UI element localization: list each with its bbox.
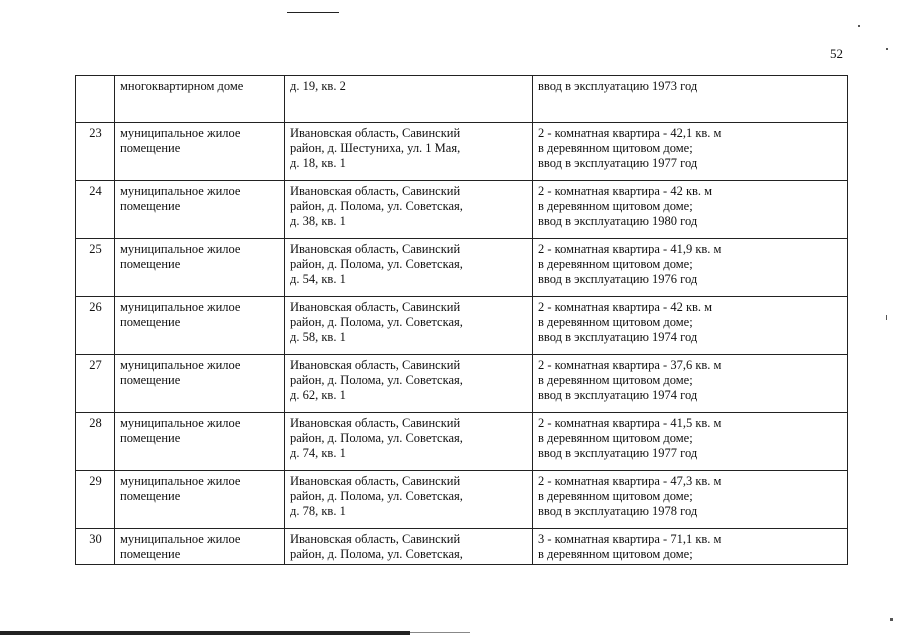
description-cell — [533, 76, 848, 123]
table-row — [76, 529, 848, 565]
cell-line: муниципальное жилое — [120, 184, 241, 198]
cell-line: 2 - комнатная квартира - 41,9 кв. м — [538, 242, 722, 256]
cell-line: Ивановская область, Савинский — [290, 300, 461, 314]
cell-line: в деревянном щитовом доме; — [538, 141, 693, 155]
address-cell — [285, 239, 533, 297]
cell-line: район, д. Полома, ул. Советская, — [290, 257, 463, 271]
address-cell — [285, 123, 533, 181]
cell-line: 2 - комнатная квартира - 42 кв. м — [538, 184, 713, 198]
description-cell — [533, 413, 848, 471]
header-rule — [287, 12, 339, 13]
property-type-cell — [115, 123, 285, 181]
cell-line: в деревянном щитовом доме; — [538, 257, 693, 271]
cell-line: район, д. Полома, ул. Советская, — [290, 315, 463, 329]
cell-line: ввод в эксплуатацию 1973 год — [538, 79, 698, 93]
property-type-cell — [115, 355, 285, 413]
row-number-cell: 29 — [76, 471, 115, 529]
row-number-cell: 25 — [76, 239, 115, 297]
cell-line: ввод в эксплуатацию 1978 год — [538, 504, 698, 518]
cell-line: помещение — [120, 199, 181, 213]
cell-line: 2 - комнатная квартира - 37,6 кв. м — [538, 358, 722, 372]
cell-line: в деревянном щитовом доме; — [538, 373, 693, 387]
cell-line: в деревянном щитовом доме; — [538, 431, 693, 445]
cell-line: ввод в эксплуатацию 1977 год — [538, 446, 698, 460]
cell-line: помещение — [120, 547, 181, 561]
cell-line: ввод в эксплуатацию 1980 год — [538, 214, 698, 228]
property-type-cell — [115, 297, 285, 355]
cell-line: помещение — [120, 257, 181, 271]
table-row — [76, 181, 848, 239]
scan-speck — [886, 48, 888, 50]
row-number-cell: 26 — [76, 297, 115, 355]
property-type-cell — [115, 76, 285, 123]
description-cell — [533, 239, 848, 297]
description-cell — [533, 529, 848, 565]
cell-line: д. 74, кв. 1 — [290, 446, 346, 460]
cell-line: Ивановская область, Савинский — [290, 242, 461, 256]
property-type-cell — [115, 529, 285, 565]
cell-line: район, д. Шестуниха, ул. 1 Мая, — [290, 141, 461, 155]
cell-line: д. 54, кв. 1 — [290, 272, 346, 286]
cell-line: помещение — [120, 141, 181, 155]
cell-line: ввод в эксплуатацию 1974 год — [538, 330, 698, 344]
property-type-cell — [115, 181, 285, 239]
cell-line: д. 18, кв. 1 — [290, 156, 346, 170]
address-cell — [285, 181, 533, 239]
page-number: 52 — [830, 46, 843, 61]
row-number-cell: 28 — [76, 413, 115, 471]
cell-line: ввод в эксплуатацию 1977 год — [538, 156, 698, 170]
cell-line: Ивановская область, Савинский — [290, 416, 461, 430]
property-type-cell — [115, 471, 285, 529]
registry-body — [76, 76, 848, 565]
cell-line: муниципальное жилое — [120, 126, 241, 140]
scan-speck — [858, 25, 860, 27]
address-cell — [285, 76, 533, 123]
cell-line: 2 - комнатная квартира - 42 кв. м — [538, 300, 713, 314]
cell-line: ввод в эксплуатацию 1976 год — [538, 272, 698, 286]
footer-rule — [0, 631, 410, 635]
property-type-cell — [115, 239, 285, 297]
cell-line: муниципальное жилое — [120, 474, 241, 488]
cell-line: 2 - комнатная квартира - 47,3 кв. м — [538, 474, 722, 488]
description-cell — [533, 123, 848, 181]
description-cell — [533, 181, 848, 239]
address-cell — [285, 529, 533, 565]
cell-line: 2 - комнатная квартира - 42,1 кв. м — [538, 126, 722, 140]
cell-line: ввод в эксплуатацию 1974 год — [538, 388, 698, 402]
description-cell — [533, 297, 848, 355]
address-cell — [285, 297, 533, 355]
cell-line: 2 - комнатная квартира - 41,5 кв. м — [538, 416, 722, 430]
cell-line: в деревянном щитовом доме; — [538, 199, 693, 213]
description-cell — [533, 355, 848, 413]
table-row — [76, 123, 848, 181]
cell-line: муниципальное жилое — [120, 242, 241, 256]
cell-line: д. 78, кв. 1 — [290, 504, 346, 518]
property-registry-table — [75, 75, 848, 565]
cell-line: в деревянном щитовом доме; — [538, 547, 693, 561]
cell-line: помещение — [120, 431, 181, 445]
row-number-cell: 23 — [76, 123, 115, 181]
cell-line: муниципальное жилое — [120, 300, 241, 314]
cell-line: помещение — [120, 315, 181, 329]
address-cell — [285, 413, 533, 471]
table-row-continuation — [76, 76, 848, 123]
table-row — [76, 297, 848, 355]
cell-line: муниципальное жилое — [120, 358, 241, 372]
property-type-cell — [115, 413, 285, 471]
cell-line: д. 62, кв. 1 — [290, 388, 346, 402]
address-cell — [285, 471, 533, 529]
cell-line: район, д. Полома, ул. Советская, — [290, 373, 463, 387]
scan-speck — [890, 618, 893, 621]
cell-line: 3 - комнатная квартира - 71,1 кв. м — [538, 532, 722, 546]
table-row — [76, 239, 848, 297]
cell-line: Ивановская область, Савинский — [290, 358, 461, 372]
footer-rule-thin — [410, 632, 470, 633]
cell-line: район, д. Полома, ул. Советская, — [290, 547, 463, 561]
table-row — [76, 413, 848, 471]
row-number-cell: 30 — [76, 529, 115, 565]
address-cell — [285, 355, 533, 413]
cell-line: помещение — [120, 373, 181, 387]
table-row — [76, 471, 848, 529]
row-number-cell: 27 — [76, 355, 115, 413]
cell-line: д. 38, кв. 1 — [290, 214, 346, 228]
cell-line: район, д. Полома, ул. Советская, — [290, 431, 463, 445]
description-cell — [533, 471, 848, 529]
cell-line: в деревянном щитовом доме; — [538, 315, 693, 329]
cell-line: д. 19, кв. 2 — [290, 79, 346, 93]
row-number-cell — [76, 76, 115, 123]
cell-line: в деревянном щитовом доме; — [538, 489, 693, 503]
scan-speck — [886, 315, 887, 320]
cell-line: Ивановская область, Савинский — [290, 532, 461, 546]
cell-line: многоквартирном доме — [120, 79, 244, 93]
cell-line: Ивановская область, Савинский — [290, 184, 461, 198]
cell-line: район, д. Полома, ул. Советская, — [290, 199, 463, 213]
cell-line: помещение — [120, 489, 181, 503]
cell-line: муниципальное жилое — [120, 532, 241, 546]
cell-line: муниципальное жилое — [120, 416, 241, 430]
cell-line: Ивановская область, Савинский — [290, 126, 461, 140]
cell-line: район, д. Полома, ул. Советская, — [290, 489, 463, 503]
cell-line: д. 58, кв. 1 — [290, 330, 346, 344]
row-number-cell: 24 — [76, 181, 115, 239]
table-row — [76, 355, 848, 413]
cell-line: Ивановская область, Савинский — [290, 474, 461, 488]
